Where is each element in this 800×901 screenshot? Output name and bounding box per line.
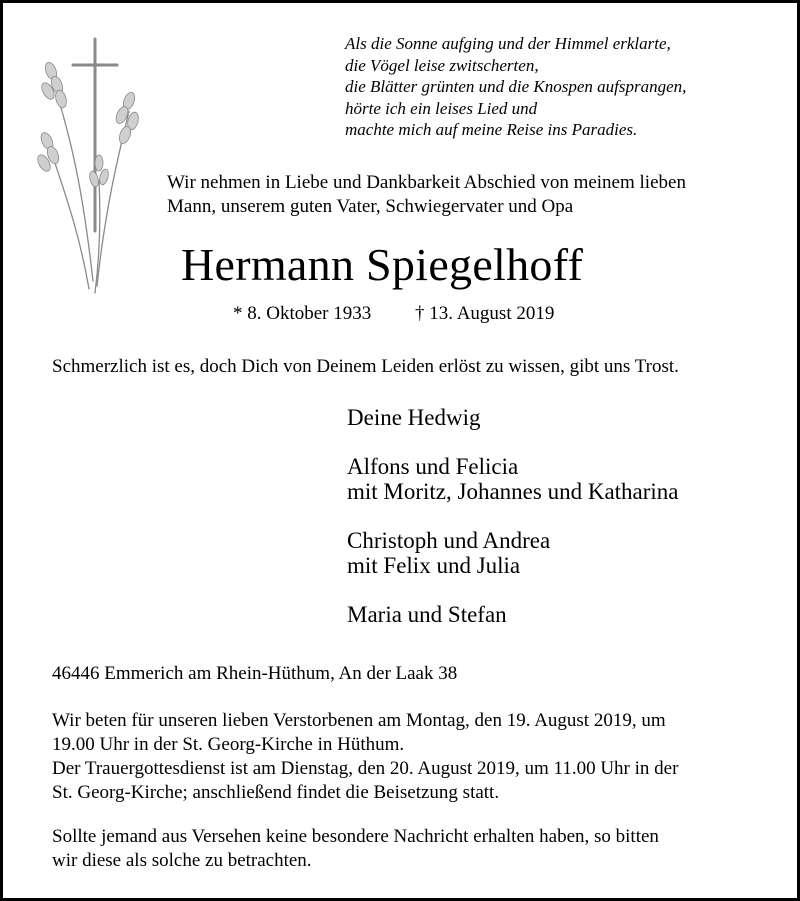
mourners-list: [347, 405, 787, 651]
intro-line: Mann, unserem guten Vater, Schwiegervater und Opa: [167, 196, 574, 217]
deceased-name: Hermann Spiegelhoff: [181, 239, 584, 290]
poem: [345, 33, 785, 141]
mourner-line: Deine Hedwig: [347, 405, 481, 430]
service-info: [52, 709, 772, 805]
address: 46446 Emmerich am Rhein-Hüthum, An der Laak 38: [52, 663, 458, 684]
cross-with-wheat-icon: [29, 31, 149, 301]
poem-line: die Blätter grünten und die Knospen aufsprangen,: [345, 77, 687, 96]
notice-text: [52, 825, 772, 873]
poem-line: Als die Sonne aufging und der Himmel erklarte,: [345, 34, 671, 53]
mourner-group: [347, 405, 787, 430]
mourner-group: [347, 454, 787, 504]
mourner-line: Christoph und Andrea: [347, 528, 551, 553]
poem-line: die Vögel leise zwitscherten,: [345, 55, 539, 75]
mourner-line: Alfons und Felicia: [347, 454, 519, 479]
birth-date: * 8. Oktober 1933: [233, 303, 372, 324]
mourner-group: [347, 602, 787, 627]
intro-text: [167, 171, 767, 219]
poem-line: machte mich auf meine Reise ins Paradies.: [345, 120, 638, 139]
service-line: 19.00 Uhr in der St. Georg-Kirche in Hüthum.: [52, 734, 405, 755]
mourner-line: mit Felix und Julia: [347, 553, 521, 578]
notice-line: Sollte jemand aus Versehen keine besondere Nachricht erhalten haben, so bitten: [52, 826, 659, 847]
consolation-text: Schmerzlich ist es, doch Dich von Deinem Leiden erlöst zu wissen, gibt uns Trost.: [52, 356, 679, 377]
notice-line: wir diese als solche zu betrachten.: [52, 850, 312, 871]
mourner-group: [347, 528, 787, 578]
mourner-line: Maria und Stefan: [347, 602, 507, 627]
mourner-line: mit Moritz, Johannes und Katharina: [347, 479, 679, 504]
death-date: † 13. August 2019: [415, 303, 555, 324]
poem-line: hörte ich ein leises Lied und: [345, 98, 538, 118]
service-line: St. Georg-Kirche; anschließend findet die Beisetzung statt.: [52, 782, 500, 803]
service-line: Der Trauergottesdienst ist am Dienstag, den 20. August 2019, um 11.00 Uhr in der: [52, 758, 679, 779]
service-line: Wir beten für unseren lieben Verstorbenen am Montag, den 19. August 2019, um: [52, 710, 666, 731]
intro-line: Wir nehmen in Liebe und Dankbarkeit Abschied von meinem lieben: [167, 172, 686, 193]
